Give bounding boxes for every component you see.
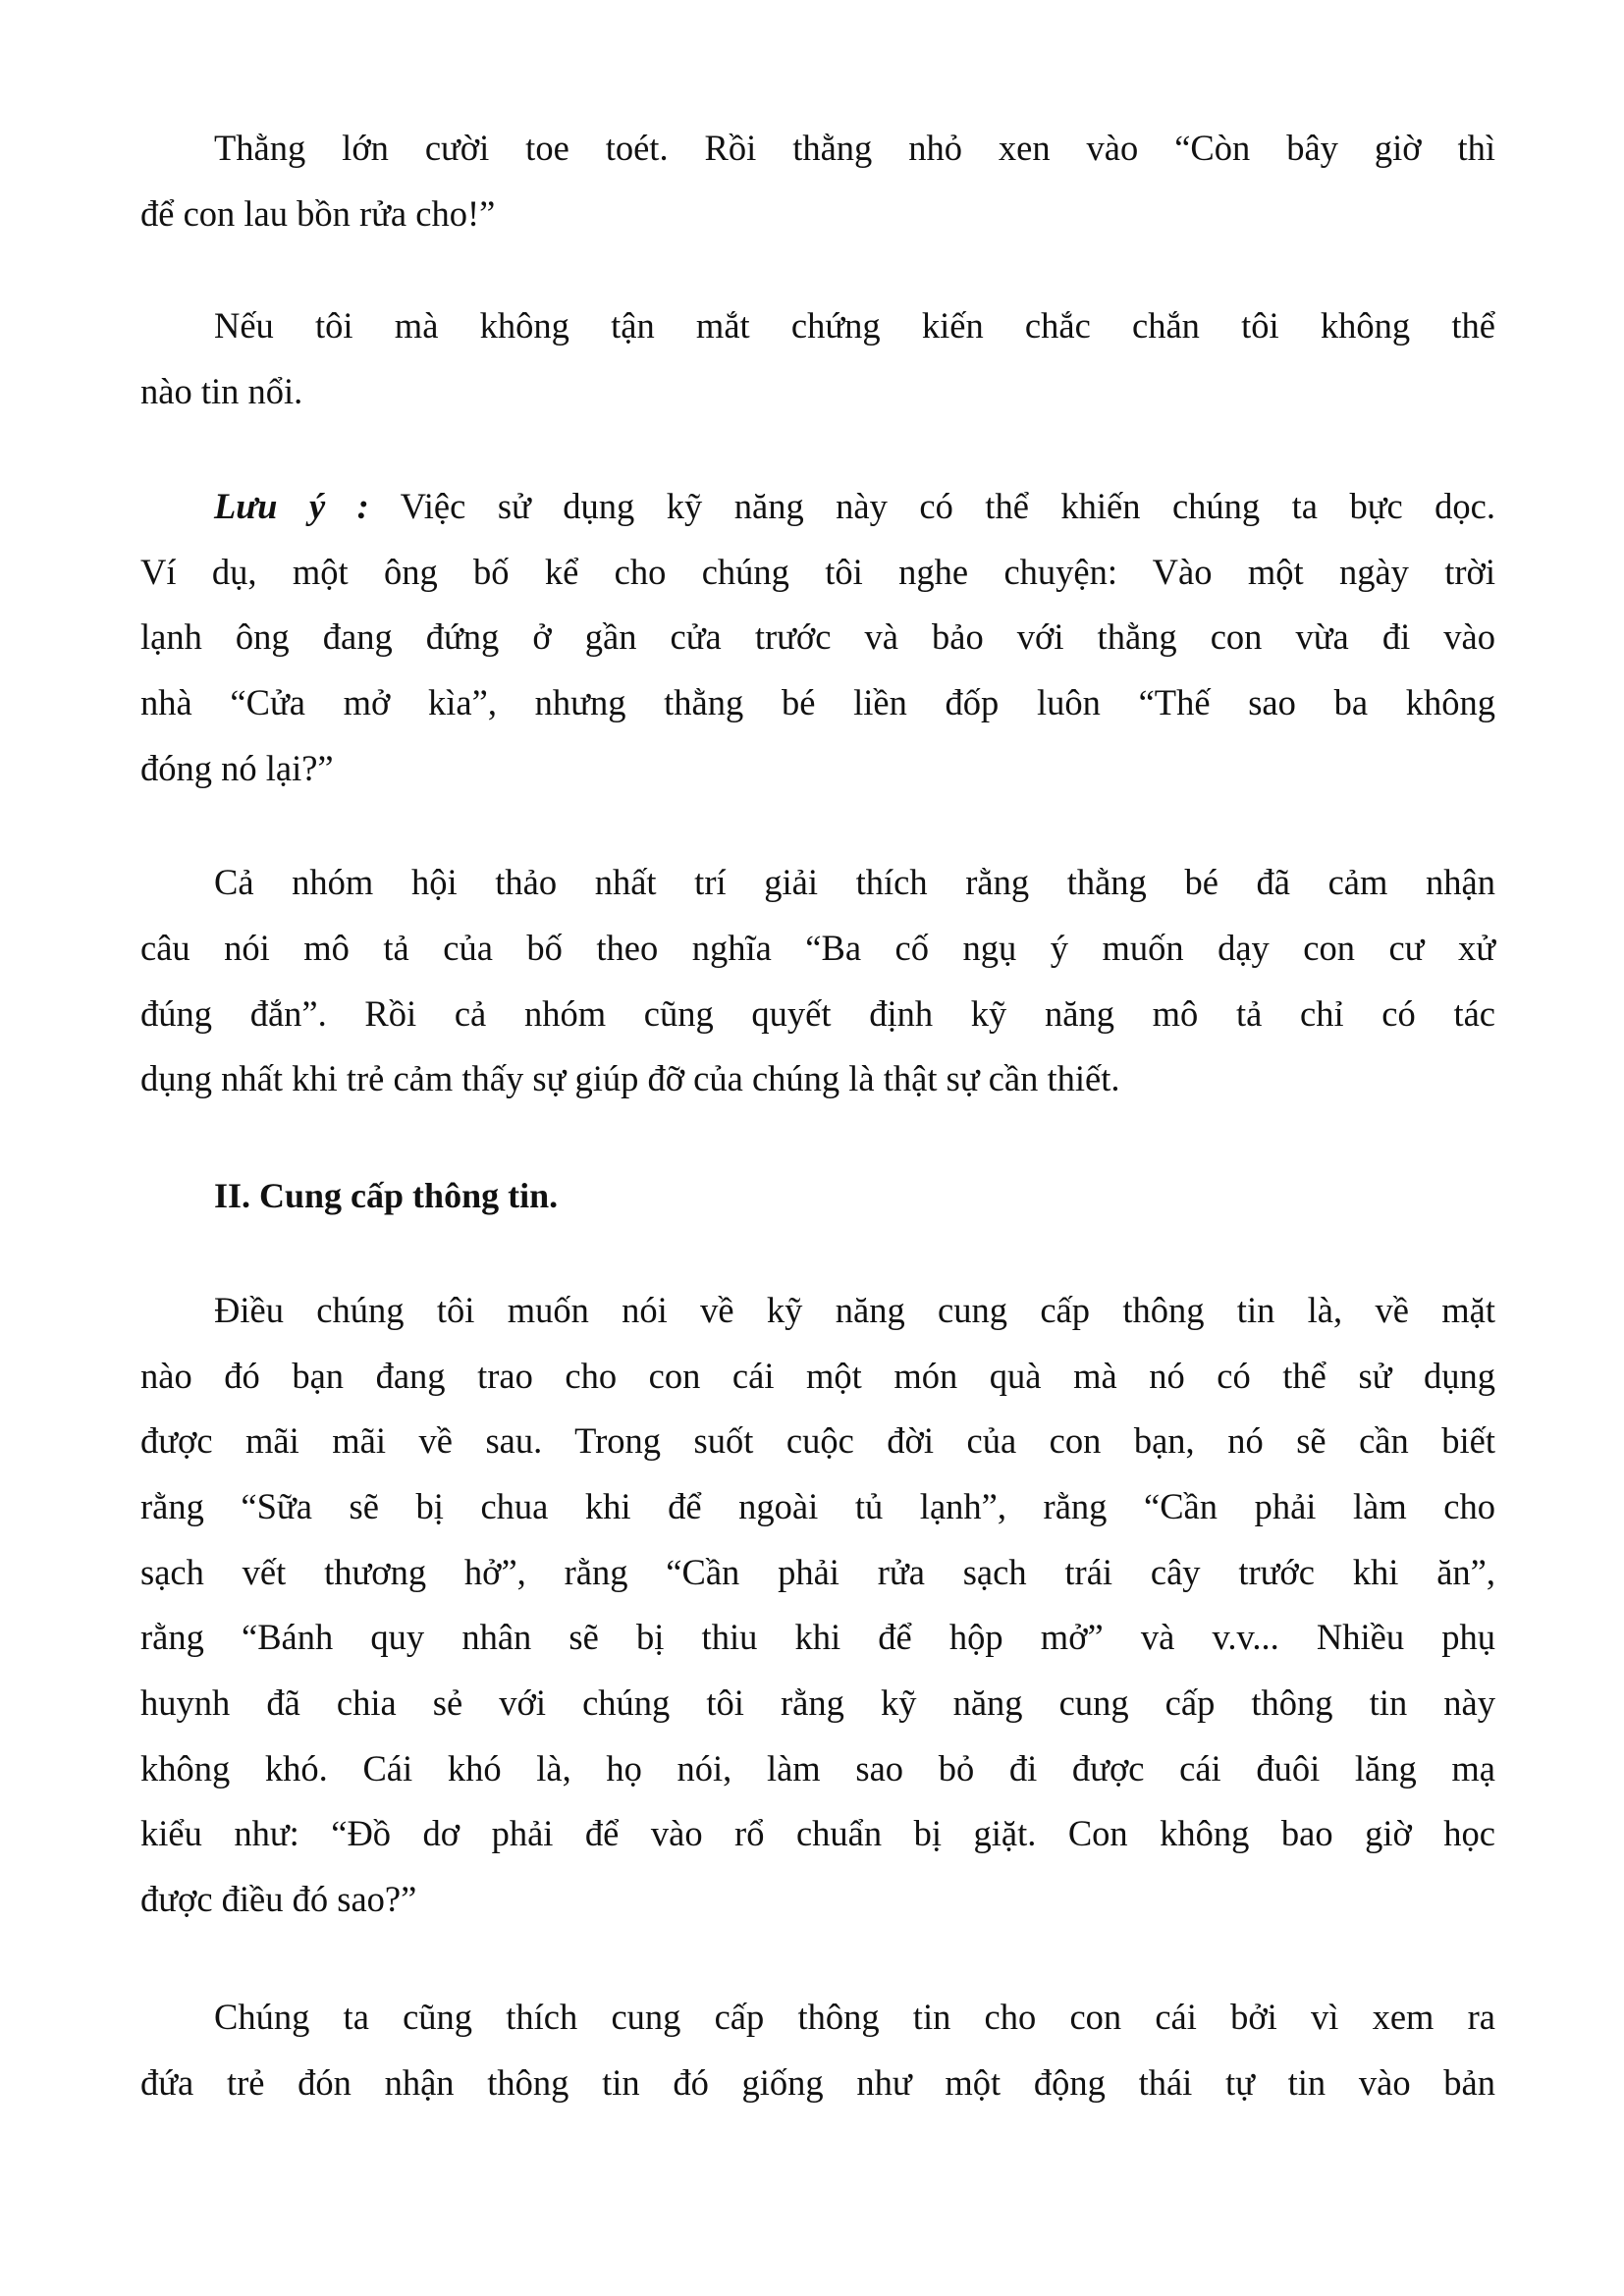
text-line: nào tin nổi. [140, 371, 303, 412]
text-line: dụng nhất khi trẻ cảm thấy sự giúp đỡ của chúng là thật sự cần thiết. [140, 1058, 1120, 1099]
paragraph [140, 1985, 1495, 2115]
text-line: nhà “Cửa mở kìa”, nhưng thằng bé liền đốp luôn “Thế sao ba không [140, 681, 1495, 722]
text-line: Điều chúng tôi muốn nói về kỹ năng cung cấp thông tin là, về mặt [214, 1289, 1495, 1330]
text-line: để con lau bồn rửa cho!” [140, 192, 496, 234]
section-heading: II. Cung cấp thông tin. [214, 1176, 559, 1216]
text-line: rằng “Sữa sẽ bị chua khi để ngoài tủ lạnh”, rằng “Cần phải làm cho [140, 1485, 1495, 1526]
text-line [140, 474, 1495, 540]
text-line: Chúng ta cũng thích cung cấp thông tin cho con cái bởi vì xem ra [214, 1996, 1495, 2037]
text-line: đóng nó lại?” [140, 747, 334, 788]
note-label: Lưu ý : [214, 485, 369, 526]
paragraph [140, 1278, 1495, 1933]
document-page [140, 116, 1495, 2164]
text-line: Thằng lớn cười toe toét. Rồi thằng nhỏ xen vào “Còn bây giờ thì [214, 128, 1495, 168]
text-line: nào đó bạn đang trao cho con cái một món quà mà nó có thể sử dụng [140, 1355, 1495, 1396]
text-line: kiểu như: “Đồ dơ phải để vào rổ chuẩn bị giặt. Con không bao giờ học [140, 1813, 1495, 1854]
note-text: Việc sử dụng kỹ năng này có thể khiến chúng ta bực dọc. [400, 485, 1495, 526]
text-line: huynh đã chia sẻ với chúng tôi rằng kỹ năng cung cấp thông tin này [140, 1682, 1495, 1724]
text-line: Cả nhóm hội thảo nhất trí giải thích rằng thằng bé đã cảm nhận [214, 862, 1495, 903]
text-line: Ví dụ, một ông bố kể cho chúng tôi nghe chuyện: Vào một ngày trời [140, 551, 1495, 592]
text-line: không khó. Cái khó là, họ nói, làm sao bỏ đi được cái đuôi lăng mạ [140, 1747, 1495, 1789]
text-line: rằng “Bánh quy nhân sẽ bị thiu khi để hộp mở” và v.v... Nhiều phụ [140, 1617, 1495, 1658]
text-line: lạnh ông đang đứng ở gần cửa trước và bảo với thằng con vừa đi vào [140, 616, 1495, 658]
paragraph [140, 294, 1495, 424]
text-line: đứa trẻ đón nhận thông tin đó giống như một động thái tự tin vào bản [140, 2061, 1495, 2103]
paragraph [140, 850, 1495, 1112]
text-line: đúng đắn”. Rồi cả nhóm cũng quyết định kỹ năng mô tả chỉ có tác [140, 992, 1495, 1034]
text-line: câu nói mô tả của bố theo nghĩa “Ba cố ngụ ý muốn dạy con cư xử [140, 928, 1495, 969]
text-line: được điều đó sao?” [140, 1879, 417, 1920]
text-line: được mãi mãi về sau. Trong suốt cuộc đời của con bạn, nó sẽ cần biết [140, 1420, 1495, 1462]
text-line: sạch vết thương hở”, rằng “Cần phải rửa sạch trái cây trước khi ăn”, [140, 1551, 1495, 1592]
text-line: Nếu tôi mà không tận mắt chứng kiến chắc chắn tôi không thể [214, 305, 1495, 347]
note-paragraph [140, 474, 1495, 802]
paragraph [140, 116, 1495, 246]
